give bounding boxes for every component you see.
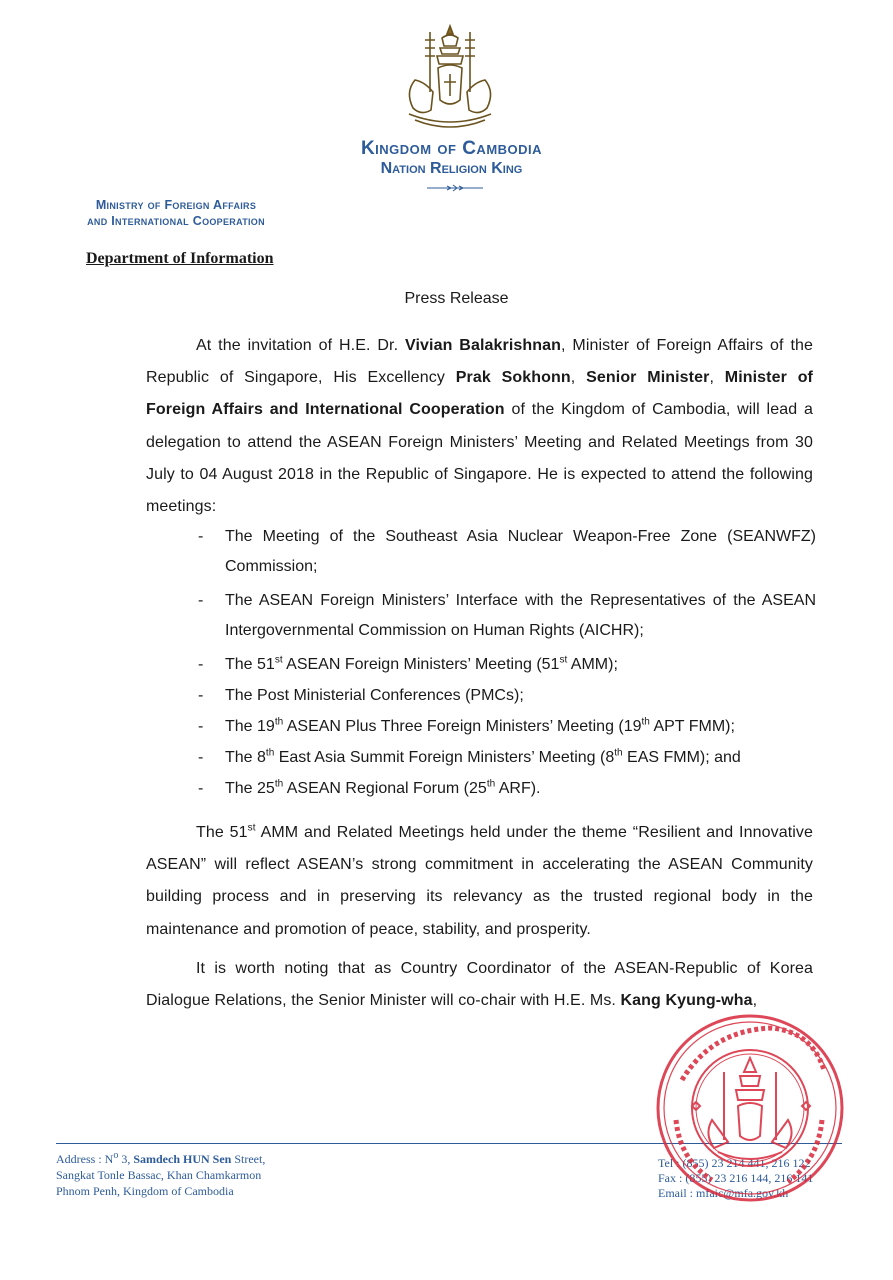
paragraph-theme: The 51st AMM and Related Meetings held under the theme “Resilient and Innovative ASEAN” will reflect ASEAN’s strong commitment in accelerating the ASEAN Community building process and in preserving its relevancy as the trusted regional body in the maintenance and promotion of peace, stability, and prosperity. [146, 822, 813, 938]
divider-ornament [425, 183, 485, 193]
list-item: - The Meeting of the Southeast Asia Nuclear Weapon-Free Zone (SEANWFZ) Commission; [198, 528, 816, 575]
paragraph-coordinator: It is worth noting that as Country Coordinator of the ASEAN-Republic of Korea Dialogue Relations, the Senior Minister will co-chair with H.E. Ms. Kang Kyung-wha, [146, 960, 813, 1010]
footer-address: Address : $N^o$ 3, Samdech HUN Sen Street, Sangkat Tonle Bassac, Khan Chamkarmon Phnom Penh, Kingdom of Cambodia [56, 1150, 266, 1198]
footer-fax: Fax : (855) 23 216 144, 216 141 [658, 1171, 814, 1185]
list-item: - The 25th ASEAN Regional Forum (25th ARF). [198, 778, 541, 797]
list-item: - The ASEAN Foreign Ministers’ Interface with the Representatives of the ASEAN Intergovernmental Commission on Human Rights (AICHR); [198, 592, 816, 639]
list-item: - The 51st ASEAN Foreign Ministers’ Meeting (51st AMM); [198, 654, 618, 673]
list-item: - The 8th East Asia Summit Foreign Ministers’ Meeting (8th EAS FMM); and [198, 747, 741, 766]
footer-email: Email : mfaic@mfa.gov.kh [658, 1186, 789, 1200]
royal-crest-emblem [395, 22, 505, 132]
list-item: - The Post Ministerial Conferences (PMCs); [198, 687, 524, 704]
national-motto: Nation Religion King [380, 160, 523, 177]
country-name: Kingdom of Cambodia [360, 138, 543, 159]
meetings-list [198, 522, 816, 805]
official-seal-stamp [652, 1010, 848, 1206]
ministry-name-line2: and International Cooperation [87, 214, 265, 228]
ministry-name-line1: Ministry of Foreign Affairs [95, 198, 257, 212]
paragraph-invitation: At the invitation of H.E. Dr. Vivian Balakrishnan, Minister of Foreign Affairs of the Republic of Singapore, His Excellency Prak Sokhonn, Senior Minister, Minister of Foreign Affairs and International Cooperation of the Kingdom of Cambodia, will lead a delegation to attend the ASEAN Foreign Ministers’ Meeting and Related Meetings from 30 July to 04 August 2018 in the Republic of Singapore. He is expected to attend the following meetings: [146, 337, 813, 516]
footer-tel: Tel : (855) 23 214 441, 216 122 [658, 1156, 811, 1170]
document-title: Press Release [404, 290, 509, 307]
list-item: - The 19th ASEAN Plus Three Foreign Ministers’ Meeting (19th APT FMM); [198, 716, 735, 735]
department-heading: Department of Information [86, 250, 274, 267]
